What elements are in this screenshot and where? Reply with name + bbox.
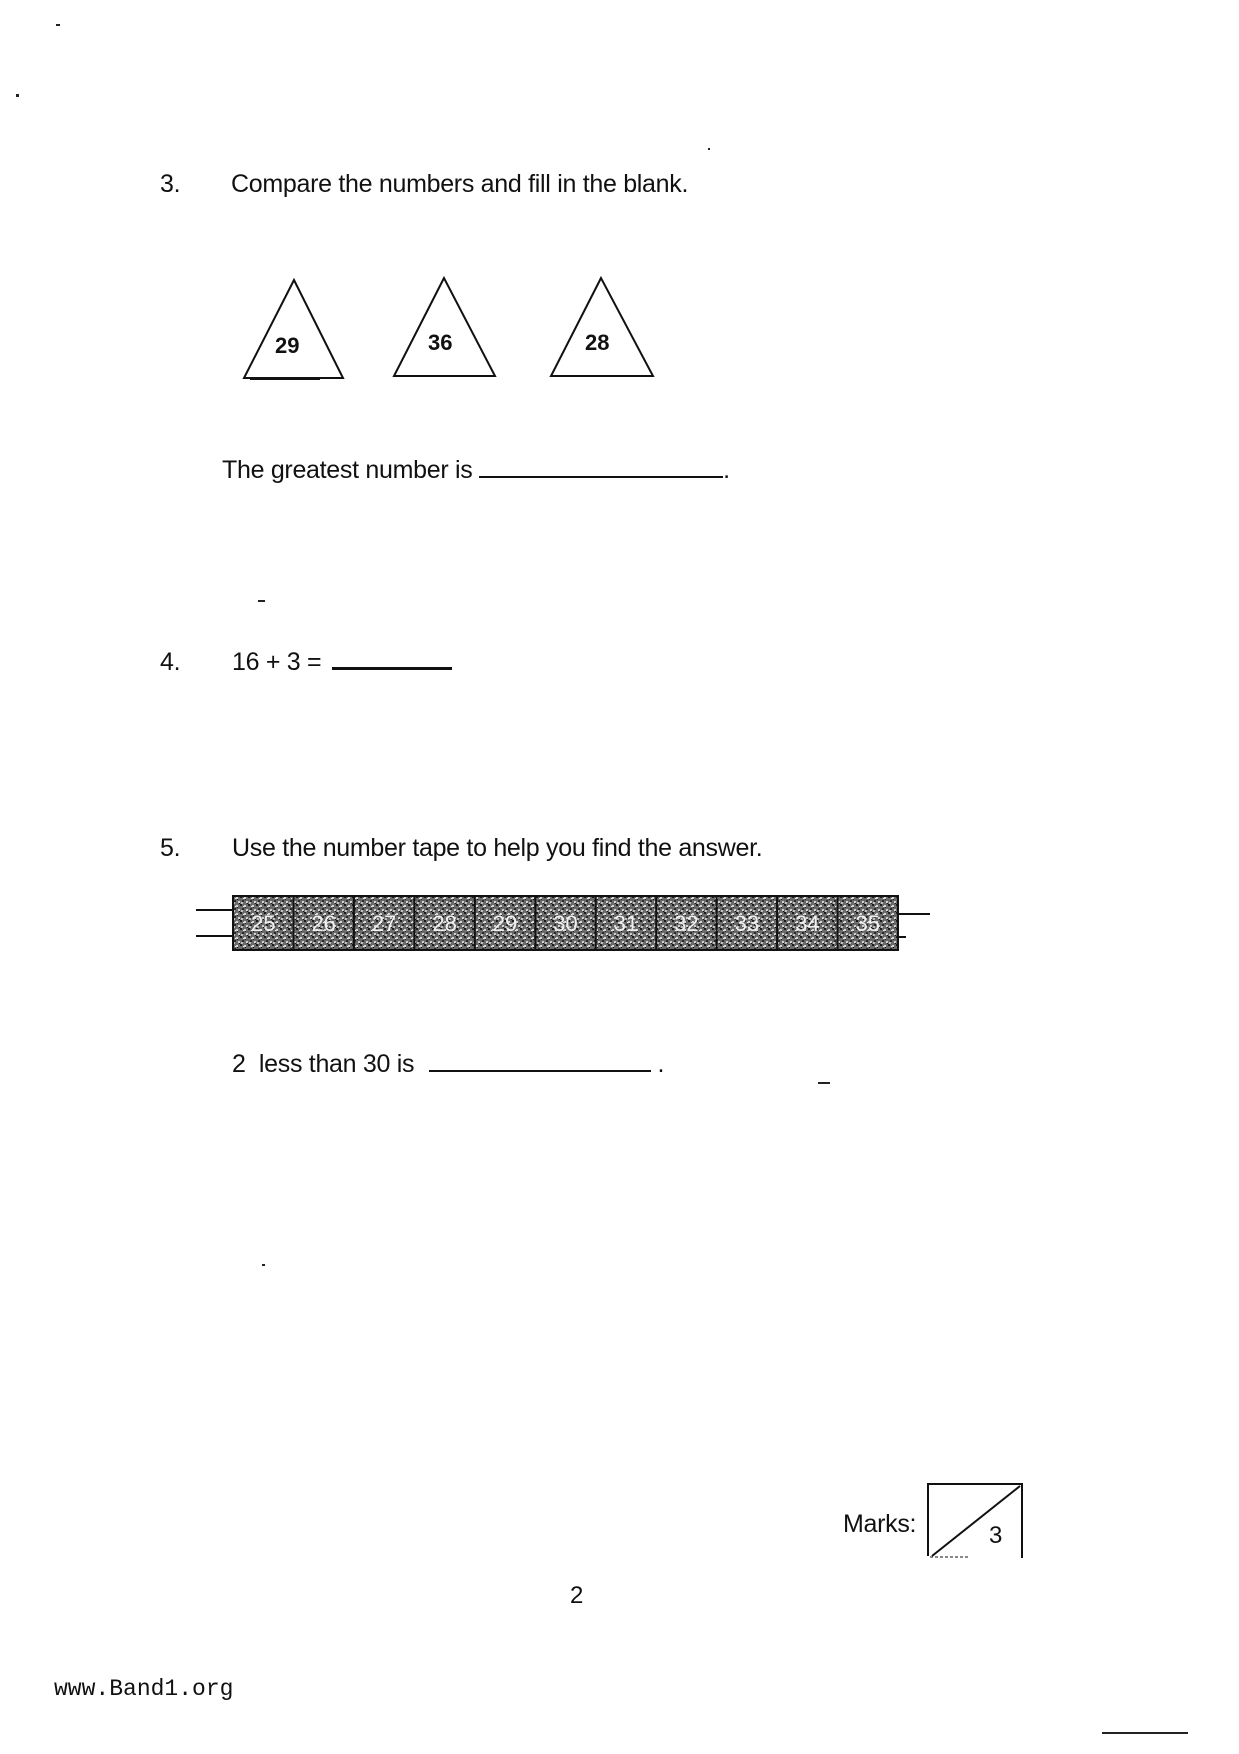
triangle-3-number: 28 [585,330,610,355]
answer-prompt: 2 less than 30 is [232,1050,415,1078]
answer-period: . [657,1050,665,1078]
triangle-2-number: 36 [428,330,453,355]
tape-cell-number: 27 [371,911,397,936]
answer-prompt: The greatest number is [222,456,473,484]
footer-website: www.Band1.org [54,1676,234,1702]
tape-cell-number: 29 [492,911,518,936]
footer-rule [1102,1732,1188,1734]
page-number: 2 [570,1582,584,1609]
tape-cell-number: 35 [855,911,881,936]
equation-text: 16 + 3 = [232,648,322,676]
tape-cell-number: 32 [674,911,699,936]
tape-cell-number: 33 [734,911,760,936]
tape-cell-number: 31 [613,911,639,936]
question-number: 5. [160,834,181,862]
question-number: 4. [160,648,181,676]
marks-label: Marks: [843,1510,917,1538]
marks-total: 3 [989,1522,1003,1549]
question-prompt: Compare the numbers and fill in the blank. [231,170,689,198]
question-number: 3. [160,170,181,198]
tape-cell-number: 26 [311,911,336,936]
tape-cell-number: 28 [432,911,457,936]
tape-cell-number: 30 [553,911,578,936]
answer-period: . [723,456,730,484]
tape-cell-number: 34 [795,911,820,936]
triangle-1-number: 29 [275,333,300,358]
tape-cell-number: 25 [250,911,276,936]
question-prompt: Use the number tape to help you find the answer. [232,834,763,862]
